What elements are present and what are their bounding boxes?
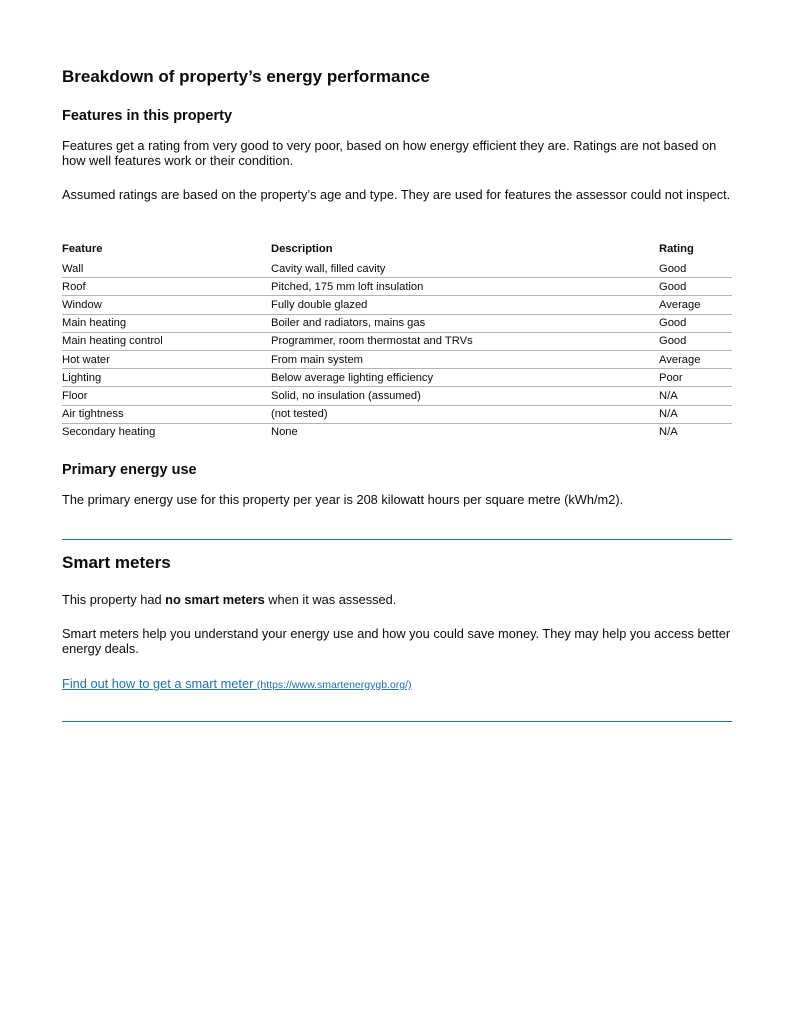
table-row [62, 260, 732, 278]
column-header-description: Description [271, 243, 333, 255]
column-header-rating: Rating [659, 243, 694, 255]
smart-meter-link-url[interactable]: (https://www.smartenergygb.org/) [256, 679, 412, 691]
rating-cell: N/A [659, 426, 678, 439]
section-divider [62, 721, 732, 722]
description-cell: None [271, 426, 298, 439]
rating-cell: Average [659, 350, 732, 368]
column-header-feature: Feature [62, 243, 103, 255]
description-cell: Solid, no insulation (assumed) [271, 387, 659, 405]
rating-cell: Good [659, 260, 732, 278]
description-cell: Boiler and radiators, mains gas [271, 314, 659, 332]
primary-energy-text: The primary energy use for this property per year is 208 kilowatt hours per square metre (kWh/m2). [62, 492, 624, 507]
smart-meters-heading: Smart meters [62, 553, 171, 572]
description-cell: Cavity wall, filled cavity [271, 260, 659, 278]
feature-cell: Window [62, 296, 271, 314]
rating-cell: Good [659, 278, 732, 296]
feature-cell: Hot water [62, 350, 271, 368]
smart-meter-status-suffix: when it was assessed. [264, 592, 397, 607]
rating-cell: N/A [659, 405, 732, 423]
feature-cell: Air tightness [62, 405, 271, 423]
rating-cell: N/A [659, 387, 732, 405]
smart-meter-status-paragraph [62, 593, 396, 608]
description-cell: (not tested) [271, 405, 659, 423]
features-table [62, 243, 732, 441]
table-row [62, 332, 732, 350]
feature-cell: Main heating control [62, 332, 271, 350]
smart-meter-status-prefix: This property had [62, 592, 166, 607]
table-row [62, 296, 732, 314]
feature-cell: Roof [62, 278, 271, 296]
description-cell: Fully double glazed [271, 296, 659, 314]
section-divider [62, 539, 732, 540]
smart-meter-link-text[interactable]: Find out how to get a smart meter [62, 676, 254, 691]
page-title: Breakdown of property’s energy performance [62, 67, 430, 86]
feature-cell: Main heating [62, 314, 271, 332]
table-header-row [62, 243, 732, 260]
rating-cell: Good [659, 332, 732, 350]
description-cell: Below average lighting efficiency [271, 369, 659, 387]
feature-cell: Secondary heating [62, 426, 156, 439]
feature-cell: Wall [62, 260, 271, 278]
table-row [62, 369, 732, 387]
feature-cell: Floor [62, 387, 271, 405]
table-row [62, 278, 732, 296]
description-cell: Programmer, room thermostat and TRVs [271, 332, 659, 350]
table-row [62, 405, 732, 423]
rating-cell: Poor [659, 369, 732, 387]
smart-meter-link[interactable] [62, 676, 412, 691]
features-heading: Features in this property [62, 108, 233, 124]
smart-meter-status-bold: no smart meters [165, 592, 265, 607]
description-cell: Pitched, 175 mm loft insulation [271, 278, 659, 296]
description-cell: From main system [271, 350, 659, 368]
rating-cell: Good [659, 314, 732, 332]
rating-cell: Average [659, 296, 732, 314]
table-row [62, 350, 732, 368]
table-row [62, 314, 732, 332]
features-intro-paragraph: Features get a rating from very good to very poor, based on how energy efficient they are. Ratings are not based on how well features work or their condition. [62, 138, 717, 168]
assumed-ratings-paragraph: Assumed ratings are based on the property’s age and type. They are used for features the assessor could not inspect. [62, 187, 731, 202]
feature-cell: Lighting [62, 369, 271, 387]
table-row [62, 423, 732, 441]
table-row [62, 387, 732, 405]
smart-meter-info-paragraph: Smart meters help you understand your energy use and how you could save money. They may help you access better energy deals. [62, 626, 731, 656]
primary-energy-heading: Primary energy use [62, 462, 197, 478]
